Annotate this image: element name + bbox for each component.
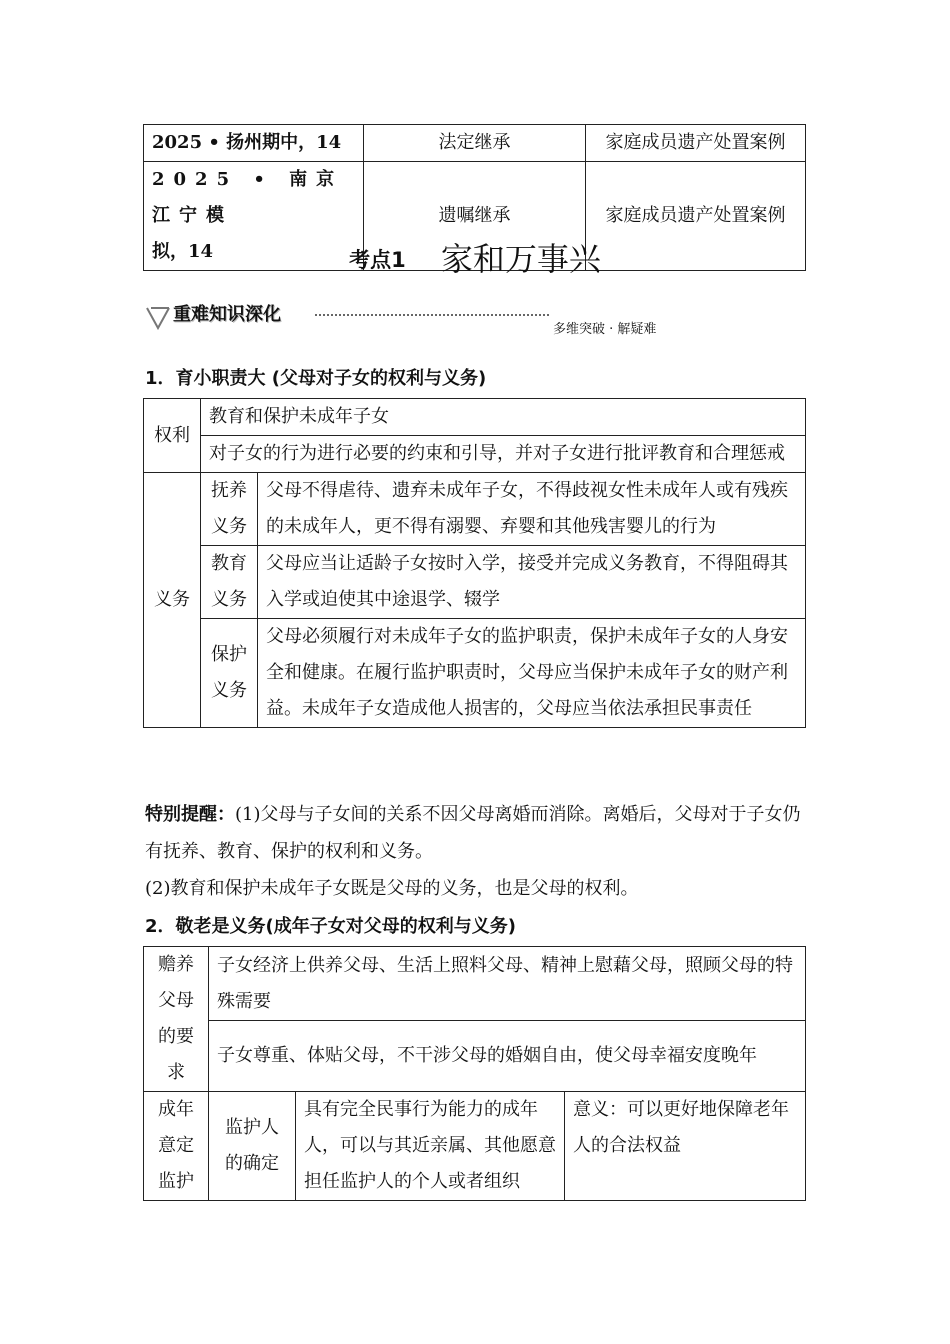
reminder-text-1: (1)父母与子女间的关系不因父母离婚而消除。离婚后，父母对于子女仍有抚养、教育、保护的权利和义务。 xyxy=(145,804,801,862)
guardian-text: 具有完全民事行为能力的成年人，可以与其近亲属、其他愿意担任监护人的个人或者组织 xyxy=(296,1092,565,1201)
case-cell: 家庭成员遗产处置案例 xyxy=(586,125,806,162)
section2-title: 2．敬老是义务(成年子女对父母的权利与义务) xyxy=(145,916,516,937)
guardian-sub-label: 监护人的确定 xyxy=(209,1092,296,1201)
section1-title: 1．育小职责大 (父母对子女的权利与义务) xyxy=(145,368,487,389)
topic-title: 家和万事兴 xyxy=(440,240,601,278)
law-cell: 遗嘱继承 xyxy=(364,162,586,271)
table-row xyxy=(144,399,806,436)
banner-dots xyxy=(315,314,549,316)
rights-cell: 对子女的行为进行必要的约束和引导，并对子女进行批评教育和合理惩戒 xyxy=(201,436,806,473)
table-row xyxy=(144,1021,806,1092)
case-cell: 家庭成员遗产处置案例 xyxy=(586,162,806,271)
duty-text: 父母应当让适龄子女按时入学，接受并完成义务教育，不得阻碍其入学或迫使其中途退学、辍学 xyxy=(258,546,806,619)
source-line-2: 拟，14 xyxy=(152,241,214,262)
duty-label: 抚养义务 xyxy=(201,473,258,546)
rights-cell: 教育和保护未成年子女 xyxy=(201,399,806,436)
topic-heading xyxy=(0,234,950,280)
elder-support-table xyxy=(143,946,806,1201)
reminder-paragraph-2: (2)教育和保护未成年子女既是父母的义务，也是父母的权利。 xyxy=(145,878,639,899)
support-cell: 子女尊重、体贴父母，不干涉父母的婚姻自由，使父母幸福安度晚年 xyxy=(209,1021,806,1092)
support-label: 赡养父母的要求 xyxy=(144,947,209,1092)
law-cell: 法定继承 xyxy=(364,125,586,162)
support-cell: 子女经济上供养父母、生活上照料父母、精神上慰藉父母，照顾父母的特殊需要 xyxy=(209,947,806,1021)
triangle-icon xyxy=(145,304,171,332)
duty-label: 教育义务 xyxy=(201,546,258,619)
table-row xyxy=(144,473,806,546)
duties-label: 义务 xyxy=(144,473,201,728)
guardian-meaning: 意义：可以更好地保障老年人的合法权益 xyxy=(565,1092,806,1201)
reminder-label: 特别提醒： xyxy=(145,804,235,825)
guardian-label: 成年意定监护 xyxy=(144,1092,209,1201)
source-cell: 2025 • 扬州期中，14 xyxy=(144,125,364,162)
table-row xyxy=(144,1092,806,1201)
table-row xyxy=(144,947,806,1021)
table-row xyxy=(144,546,806,619)
banner-subtitle: 多维突破 · 解疑难 xyxy=(553,322,657,337)
duty-label: 保护义务 xyxy=(201,619,258,728)
parent-rights-table xyxy=(143,398,806,728)
source-line-1: 2025 • 南京江宁模 xyxy=(152,169,344,226)
reminder-paragraph-1 xyxy=(145,796,807,870)
banner-title: 重难知识深化 xyxy=(173,304,281,325)
table-row xyxy=(144,619,806,728)
duty-text: 父母必须履行对未成年子女的监护职责，保护未成年子女的人身安全和健康。在履行监护职责时，父母应当保护未成年子女的财产利益。未成年子女造成他人损害的，父母应当依法承担民事责任 xyxy=(258,619,806,728)
table-row xyxy=(144,125,806,162)
duty-text: 父母不得虐待、遗弃未成年子女，不得歧视女性未成年人或有残疾的未成年人，更不得有溺婴、弃婴和其他残害婴儿的行为 xyxy=(258,473,806,546)
rights-label: 权利 xyxy=(144,399,201,473)
topic-label: 考点1 xyxy=(349,248,406,272)
table-row xyxy=(144,436,806,473)
section-banner xyxy=(143,300,657,340)
